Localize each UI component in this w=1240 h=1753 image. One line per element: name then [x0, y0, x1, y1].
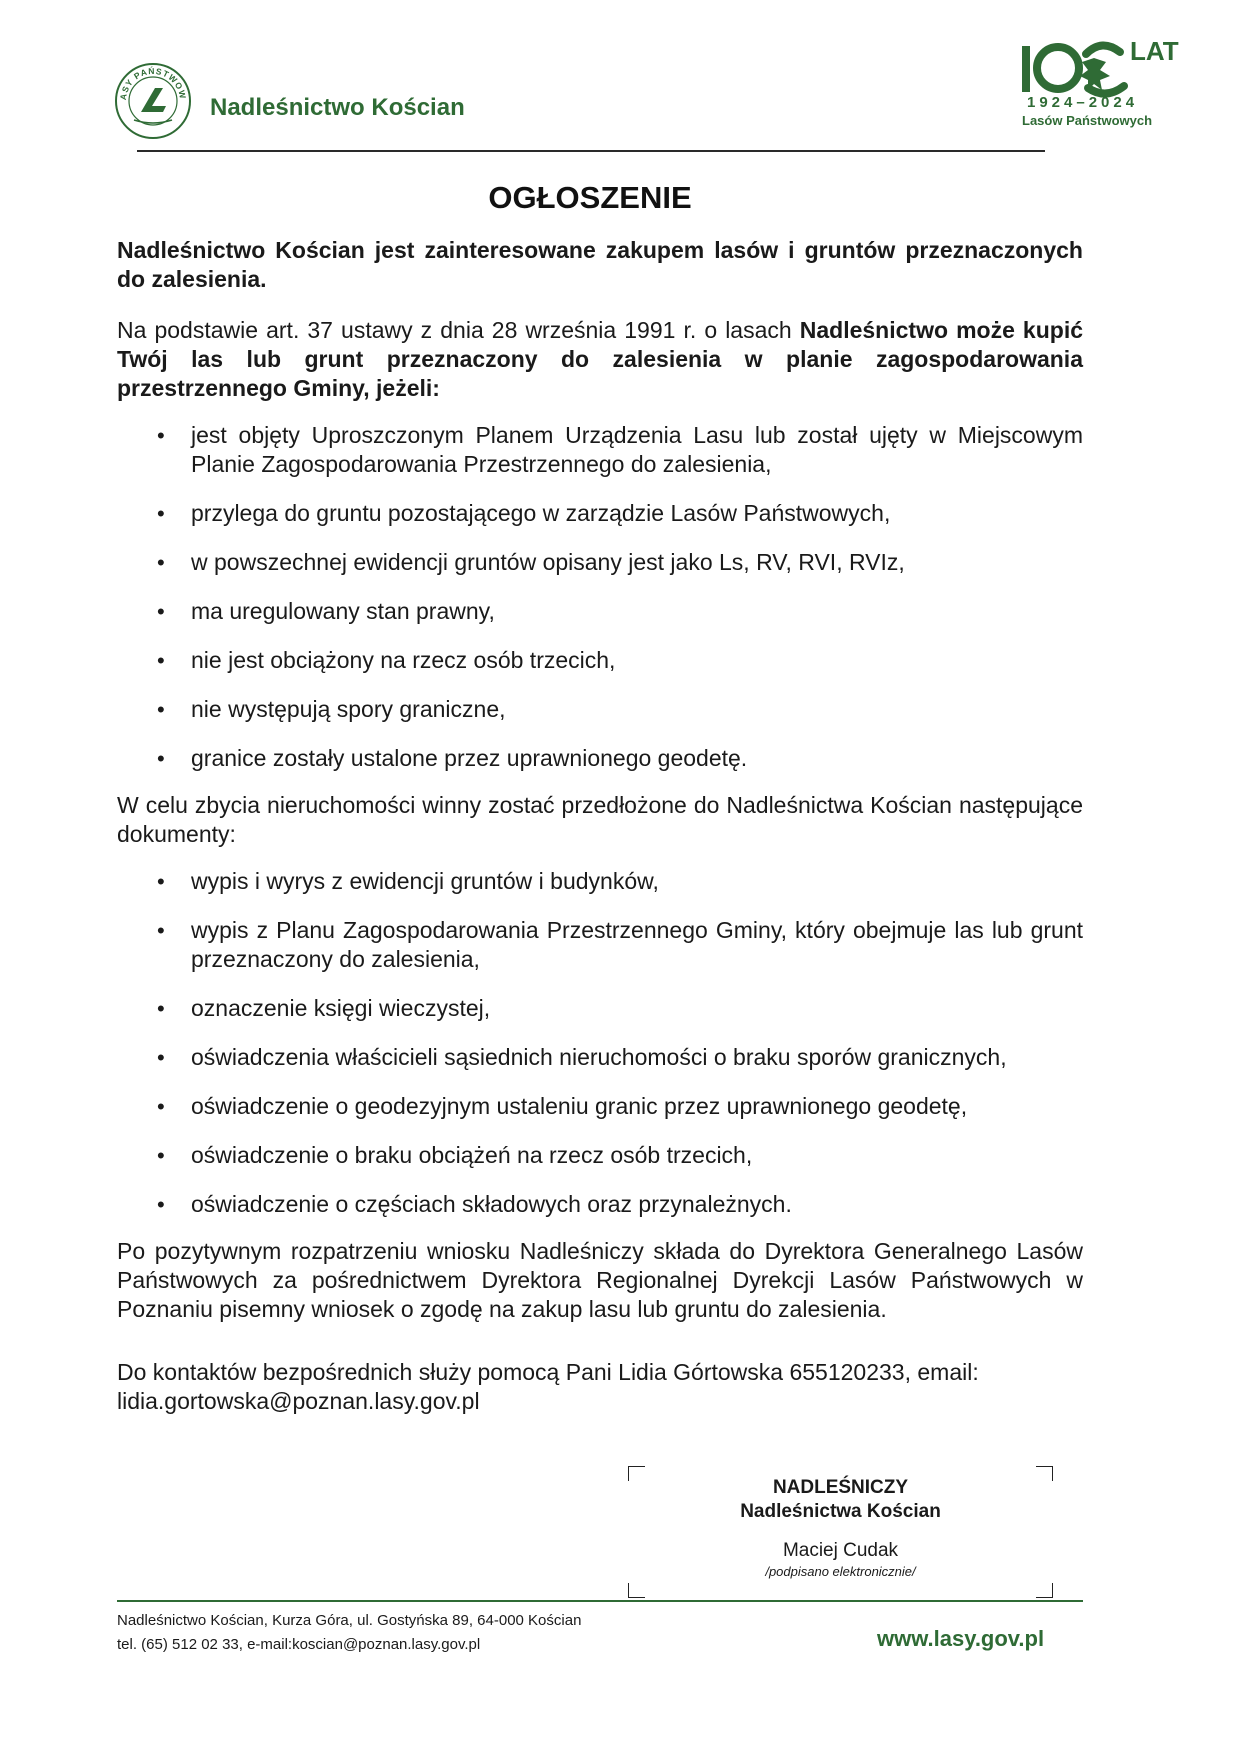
bullet-dot: •: [157, 697, 165, 722]
header-divider: [137, 150, 1045, 152]
footer-divider: [117, 1600, 1083, 1602]
procedure-paragraph: Po pozytywnym rozpatrzeniu wniosku Nadleśniczy składa do Dyrektora Generalnego Lasów Państwowych za pośrednictwem Dyrektora Regionalnej Dyrekcji Lasów Państwowych w Poznaniu pisemny wniosek o zgodę na zakup lasu lub gruntu do zalesienia.: [117, 1238, 1083, 1322]
list-item: • oświadczenie o częściach składowych oraz przynależnych.: [157, 1191, 792, 1217]
contact-paragraph: Do kontaktów bezpośrednich służy pomocą Pani Lidia Górtowska 655120233, email: lidia.gortowska@poznan.lasy.gov.pl: [117, 1359, 979, 1414]
document-body: [117, 236, 1083, 1416]
bullet-dot: •: [157, 550, 165, 575]
signatory-role: NADLEŚNICZY: [772, 1477, 909, 1498]
bullet-dot: •: [157, 1192, 165, 1217]
conditions-list: [117, 421, 1083, 773]
bullet-dot: •: [157, 599, 165, 624]
bullet-dot: •: [157, 1143, 165, 1168]
bullet-dot: •: [157, 996, 165, 1021]
list-item: • nie występują spory graniczne,: [157, 696, 506, 722]
list-item: • wypis i wyrys z ewidencji gruntów i budynków,: [157, 868, 659, 894]
footer-address: Nadleśnictwo Kościan, Kurza Góra, ul. Gostyńska 89, 64-000 Kościan: [117, 1612, 582, 1629]
signatory-unit: Nadleśnictwa Kościan: [740, 1501, 941, 1522]
footer-contact: tel. (65) 512 02 33, e-mail:koscian@poznan.lasy.gov.pl: [117, 1636, 481, 1653]
list-item: • przylega do gruntu pozostającego w zarządzie Lasów Państwowych,: [157, 500, 891, 526]
list-item: • wypis z Planu Zagospodarowania Przestrzennego Gminy, który obejmuje las lub grunt przeznaczony do zalesienia,: [157, 917, 1083, 972]
list-item: • nie jest obciążony na rzecz osób trzecich,: [157, 647, 616, 673]
legal-basis-bold: Nadleśnictwo może kupić Twój las lub grunt przeznaczony do zalesienia w planie zagospodarowania przestrzennego Gminy, jeżeli:: [117, 317, 1083, 401]
bullet-dot: •: [157, 918, 165, 943]
signature-corner-mark: [628, 1583, 645, 1598]
signature-corner-mark: [1036, 1583, 1053, 1598]
documents-list: [117, 867, 1083, 1219]
list-item: • jest objęty Uproszczonym Planem Urządzenia Lasu lub został ujęty w Miejscowym Planie Zagospodarowania Przestrzennego do zalesienia,: [157, 422, 1083, 477]
bullet-dot: •: [157, 1094, 165, 1119]
bullet-dot: •: [157, 1045, 165, 1070]
bullet-dot: •: [157, 746, 165, 771]
list-item: • oświadczenia właścicieli sąsiednich nieruchomości o braku sporów granicznych,: [157, 1044, 1007, 1070]
bullet-dot: •: [157, 648, 165, 673]
organization-name: Nadleśnictwo Kościan: [210, 94, 465, 121]
anniversary-years: 1924–2024: [1027, 94, 1139, 111]
signature-block: [628, 1466, 1053, 1598]
intro-paragraph: Nadleśnictwo Kościan jest zainteresowane zakupem lasów i gruntów przeznaczonych do zalesienia.: [117, 237, 1083, 292]
anniversary-subtitle: Lasów Państwowych: [1022, 113, 1153, 128]
anniversary-unit: LAT: [1130, 36, 1179, 66]
website-link[interactable]: www.lasy.gov.pl: [877, 1626, 1045, 1651]
list-item: • oświadczenie o geodezyjnym ustaleniu granic przez uprawnionego geodetę,: [157, 1093, 968, 1119]
list-item: • granice zostały ustalone przez uprawnionego geodetę.: [157, 745, 748, 771]
legal-basis-paragraph: [117, 316, 1083, 403]
bullet-dot: •: [157, 423, 165, 448]
documents-intro-paragraph: W celu zbycia nieruchomości winny zostać przedłożone do Nadleśnictwa Kościan następujące dokumenty:: [117, 792, 1083, 847]
bullet-dot: •: [157, 501, 165, 526]
seal-text: ASY PAŃSTWOW: [117, 65, 189, 101]
bullet-dot: •: [157, 869, 165, 894]
document-title: OGŁOSZENIE: [488, 180, 692, 215]
list-item: • w powszechnej ewidencji gruntów opisany jest jako Ls, RV, RVI, RVIz,: [157, 549, 905, 575]
list-item: • oświadczenie o braku obciążeń na rzecz osób trzecich,: [157, 1142, 753, 1168]
list-item: • oznaczenie księgi wieczystej,: [157, 995, 491, 1021]
lasy-panstwowe-seal-icon: [114, 62, 192, 140]
legal-basis-plain: Na podstawie art. 37 ustawy z dnia 28 września 1991 r. o lasach: [117, 317, 800, 343]
electronic-signature-note: /podpisano elektronicznie/: [765, 1564, 916, 1579]
signatory-name: Maciej Cudak: [782, 1540, 899, 1561]
list-item: • ma uregulowany stan prawny,: [157, 598, 495, 624]
